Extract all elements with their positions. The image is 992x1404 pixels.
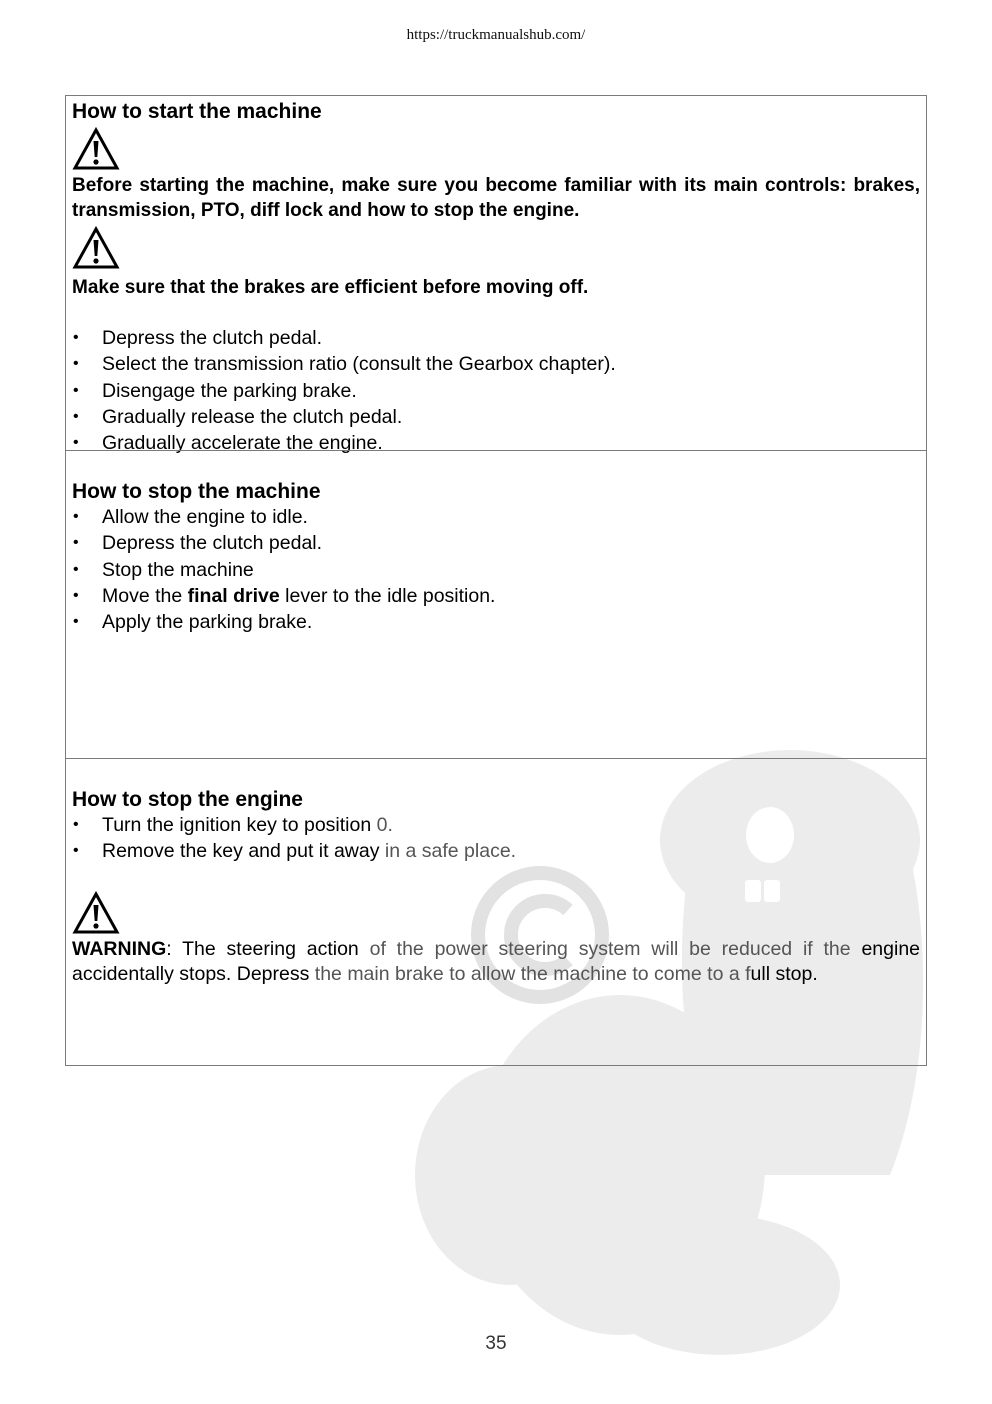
warning-text: engine accidentally stops. Depress <box>72 937 921 985</box>
list-item: • Allow the engine to idle. <box>72 504 920 530</box>
step-text: Turn the ignition key to position <box>102 814 377 836</box>
final-drive-term: final drive <box>187 584 280 607</box>
instructions-table <box>65 95 927 1066</box>
list-item: • Depress the clutch pedal. <box>72 530 920 556</box>
position-value: 0. <box>376 814 393 836</box>
warning-label: WARNING <box>72 937 167 960</box>
list-item: • Select the transmission ratio (consult the Gearbox chapter). <box>72 351 920 377</box>
steering-warning-paragraph <box>72 937 920 987</box>
list-item <box>72 812 920 838</box>
start-warning-brakes: Make sure that the brakes are efficient before moving off. <box>72 277 589 298</box>
step-text: Remove the key and put it away <box>102 840 380 863</box>
stop-machine-title: How to stop the machine <box>72 480 321 503</box>
start-machine-section <box>66 96 926 455</box>
start-steps-list <box>72 325 920 456</box>
stop-engine-section <box>66 758 926 1065</box>
start-warning-familiar-controls: Before starting the machine, make sure you become familiar with its main controls: brakes, transmission, PTO, diff lock and how to stop the engine. <box>72 175 920 221</box>
list-item <box>72 838 920 864</box>
page-number: 35 <box>485 1333 507 1354</box>
warning-text: : The steering action <box>166 937 370 960</box>
stop-engine-title: How to stop the engine <box>72 788 303 811</box>
list-item: • Gradually accelerate the engine. <box>72 430 920 456</box>
step-text: Move the <box>102 584 188 607</box>
stop-machine-section <box>66 450 926 758</box>
stop-engine-steps-list <box>72 812 920 865</box>
warning-text: the main brake to allow the machine to come to a f <box>309 962 751 985</box>
list-item: • Depress the clutch pedal. <box>72 325 920 351</box>
warning-triangle-icon <box>72 891 120 935</box>
warning-triangle-icon <box>72 127 120 171</box>
warning-text: ull stop. <box>750 962 818 985</box>
list-item: • Apply the parking brake. <box>72 609 920 635</box>
step-text: lever to the idle position. <box>279 584 496 607</box>
site-url[interactable]: https://truckmanualshub.com/ <box>406 27 586 43</box>
step-text-faded: in a safe place. <box>379 840 517 863</box>
start-machine-title: How to start the machine <box>72 100 322 123</box>
warning-triangle-icon <box>72 226 120 270</box>
list-item: • Disengage the parking brake. <box>72 378 920 404</box>
stop-machine-steps-list <box>72 504 920 635</box>
list-item <box>72 583 920 609</box>
list-item: • Gradually release the clutch pedal. <box>72 404 920 430</box>
list-item: • Stop the machine <box>72 557 920 583</box>
warning-text: of the power steering system will be reduced if the <box>369 937 851 960</box>
